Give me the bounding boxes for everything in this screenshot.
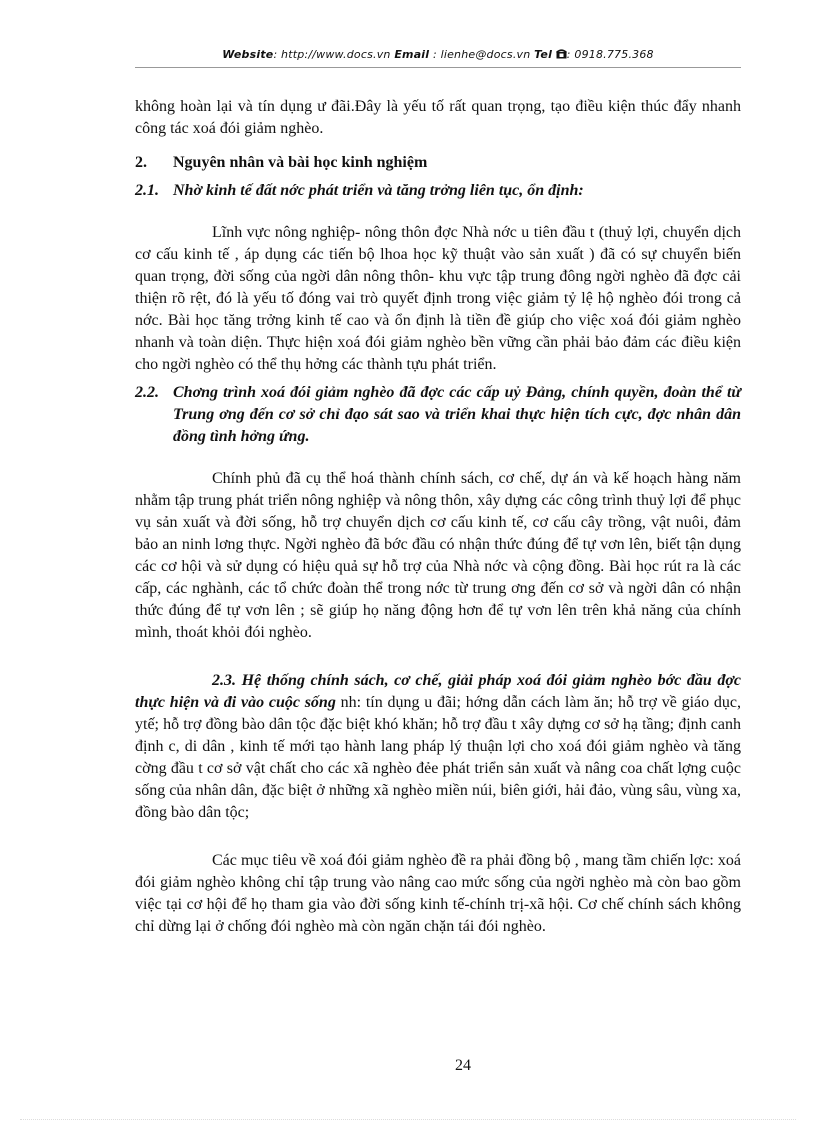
tel-label: Tel [534, 48, 553, 61]
section-2-heading [135, 152, 741, 174]
inline-heading-2-3: 2.3. Hệ thống chính sách, cơ chế, giải pháp xoá đói giảm nghèo bớc đầu đợc thực hiện và đi vào cuộc sống [135, 672, 741, 711]
paragraph-2-3 [135, 670, 741, 824]
section-number: 2.1. [135, 182, 159, 199]
page-number: 24 [455, 1057, 471, 1074]
section-number: 2.2. [135, 384, 159, 401]
email-value: : lienhe@docs.vn [432, 48, 531, 61]
intro-paragraph: không hoàn lại và tín dụng ư đãi.Đây là yếu tố rất quan trọng, tạo điều kiện thúc đẩy nhanh công tác xoá đói giảm nghèo. [135, 98, 741, 137]
paragraph-2-3-body: nh: tín dụng u đãi; hớng dẫn cách làm ăn; hỗ trợ về giáo dục, ytế; hỗ trợ đồng bào dân tộc đặc biệt khó khăn; hỗ trợ đầu t xây dựng cơ sở hạ tầng; định canh định c, di dân , kinh tế mới tạo hành lang pháp lý thuận lợi cho xoá đói giảm nghèo và tăng cờng đầu t cơ sở vật chất cho các xã nghèo đẻe phát triển sản xuất và nâng coa chất lợng cuộc sống của nhân dân, đặc biệt ở những xã nghèo miền núi, biên giới, hải đảo, vùng sâu, vùng xa, đồng bào dân tộc; [135, 694, 742, 821]
section-number: 2. [135, 154, 147, 171]
tel-value: : 0918.775.368 [566, 48, 654, 61]
footer-divider [20, 1119, 796, 1120]
website-label: Website [222, 48, 274, 61]
section-title: Nhờ kinh tế đất nớc phát triển và tăng trởng liên tục, ổn định: [173, 182, 584, 199]
website-value: : http://www.docs.vn [273, 48, 391, 61]
paragraph-goals: Các mục tiêu về xoá đói giảm nghèo đề ra phải đồng bộ , mang tầm chiến lợc: xoá đói giảm nghèo không chỉ tập trung vào nâng cao mức sống của ngời nghèo mà còn bao gồm việc tại cơ hội để họ tham gia vào đời sống kinh tế-chính trị-xã hội. Cơ chế chính sách không chỉ dừng lại ở chống đói nghèo mà còn ngăn chặn tái đói nghèo. [135, 852, 741, 935]
email-label: Email [394, 48, 430, 61]
phone-icon [556, 48, 567, 61]
section-2-1-heading [135, 180, 741, 202]
section-title: Chơng trình xoá đói giảm nghèo đã đợc các cấp uỷ Đảng, chính quyền, đoàn thể từ Trung ơng đến cơ sở chỉ đạo sát sao và triển khai thực hiện tích cực, đợc nhân dân đồng tình hởng ứng. [173, 384, 741, 445]
section-2-2-heading [135, 382, 741, 448]
page-header [135, 48, 741, 61]
header-divider [135, 67, 741, 68]
section-title: Nguyên nhân và bài học kinh nghiệm [173, 154, 428, 171]
paragraph-2-1: Lĩnh vực nông nghiệp- nông thôn đợc Nhà nớc u tiên đầu t (thuỷ lợi, chuyển dịch cơ cấu kinh tế , áp dụng các tiến bộ lhoa học kỹ thuật vào sản xuất ) đã có sự chuyển biến quan trọng, đời sống của ngời dân nông thôn- khu vực tập trung đông ngời nghèo đã đợc cải thiện rõ rệt, đó là yếu tố đóng vai trò quyết định trong việc giảm tỷ lệ hộ nghèo đói trong cả nớc. Bài học tăng trởng kinh tế cao và ổn định là tiền đề giúp cho việc xoá đói giảm nghèo nhanh và toàn diện. Thực hiện xoá đói giảm nghèo bền vững cần phải bảo đảm các điều kiện cho ngời nghèo có thể thụ hởng các thành tựu phát triển. [135, 224, 741, 373]
document-body [135, 96, 741, 938]
paragraph-2-2: Chính phủ đã cụ thể hoá thành chính sách, cơ chế, dự án và kế hoạch hàng năm nhằm tập trung phát triển nông nghiệp và nông thôn, xây dựng các công trình thuỷ lợi để phục vụ sản xuất và đời sống, hỗ trợ chuyển dịch cơ cấu kinh tế, cơ cấu cây trồng, vật nuôi, đảm bảo an ninh lơng thực. Ngời nghèo đã bớc đầu có nhận thức đúng để tự vơn lên, biết tận dụng các cơ hội và sử dụng có hiệu quả sự hỗ trợ của Nhà nớc và cộng đồng. Bài học rút ra là các cấp, các nghành, các tổ chức đoàn thể trong nớc từ trung ơng đến cơ sở và ngời dân có nhận thức đúng để tự vơn lên ; sẽ giúp họ năng động hơn để tự vơn lên trên khả năng của chính mình, thoát khỏi đói nghèo. [135, 470, 741, 641]
